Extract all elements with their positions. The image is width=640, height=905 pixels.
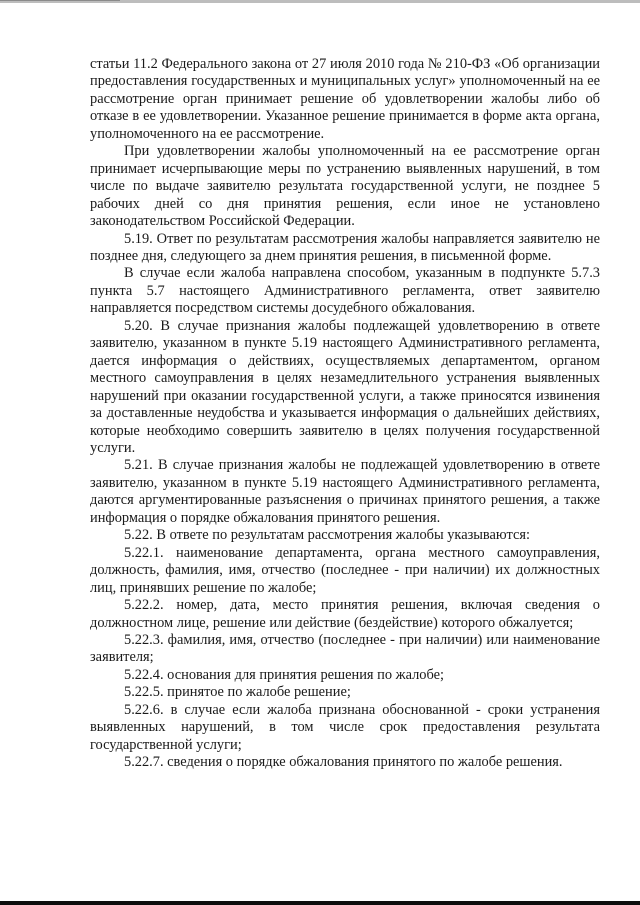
paragraph-5-21: 5.21. В случае признания жалобы не подлежащей удовлетворению в ответе заявителю, указанном в пункте 5.19 настоящего Административного регламента, даются аргументированные разъяснения о причинах принятого решения, а также информация о порядке обжалования принятого решения. [90, 457, 600, 526]
document-body [90, 56, 600, 772]
scan-bottom-edge [0, 901, 640, 905]
paragraph-pretrial-system: В случае если жалоба направлена способом, указанным в подпункте 5.7.3 пункта 5.7 настоящего Административного регламента, ответ заявителю направляется посредством системы досудебного обжалования. [90, 265, 600, 317]
scan-top-mark [0, 0, 120, 1]
paragraph-5-22-3: 5.22.3. фамилия, имя, отчество (последнее - при наличии) или наименование заявителя; [90, 631, 600, 666]
paragraph-5-22-7: 5.22.7. сведения о порядке обжалования принятого по жалобе решения. [124, 754, 563, 771]
paragraph-5-22-1: 5.22.1. наименование департамента, органа местного самоуправления, должность, фамилия, имя, отчество (последнее - при наличии) их должностных лиц, принявших решение по жалобе; [90, 544, 600, 596]
paragraph-5-19: 5.19. Ответ по результатам рассмотрения жалобы направляется заявителю не позднее дня, следующего за днем принятия решения, в письменной форме. [90, 230, 600, 264]
paragraph-5-20: 5.20. В случае признания жалобы подлежащей удовлетворению в ответе заявителю, указанном в пункте 5.19 настоящего Административного регламента, дается информация о действиях, осуществляемых департаментом, органом местного самоуправления в целях незамедлительного устранения выявленных нарушений при оказании государственной услуги, а также приносятся извинения за доставленные неудобства и указывается информация о дальнейших действиях, которые необходимо совершить заявителю в целях получения государственной услуги. [90, 317, 600, 456]
paragraph-5-22-4: 5.22.4. основания для принятия решения по жалобе; [124, 666, 444, 683]
paragraph-5-22: 5.22. В ответе по результатам рассмотрения жалобы указываются: [124, 527, 530, 544]
paragraph-5-22-6: 5.22.6. в случае если жалоба признана обоснованной - сроки устранения выявленных нарушений, в том числе срок предоставления результата государственной услуги; [90, 701, 600, 753]
paragraph-5-22-2: 5.22.2. номер, дата, место принятия решения, включая сведения о должностном лице, решение или действие (бездействие) которого обжалуется; [90, 597, 600, 631]
paragraph-satisfaction: При удовлетворении жалобы уполномоченный на ее рассмотрение орган принимает исчерпывающие меры по устранению выявленных нарушений, в том числе по выдаче заявителю результата государственной услуги, не позднее 5 рабочих дней со дня принятия решения, если иное не установлено законодательством Российской Федерации. [90, 143, 600, 230]
paragraph-5-22-5: 5.22.5. принятое по жалобе решение; [124, 684, 351, 701]
paragraph-continuation: статьи 11.2 Федерального закона от 27 июля 2010 года № 210-ФЗ «Об организации предоставления государственных и муниципальных услуг» уполномоченный на ее рассмотрение орган принимает решение об удовлетворении жалобы либо об отказе в ее удовлетворении. Указанное решение принимается в форме акта органа, уполномоченного на ее рассмотрение. [90, 56, 600, 142]
